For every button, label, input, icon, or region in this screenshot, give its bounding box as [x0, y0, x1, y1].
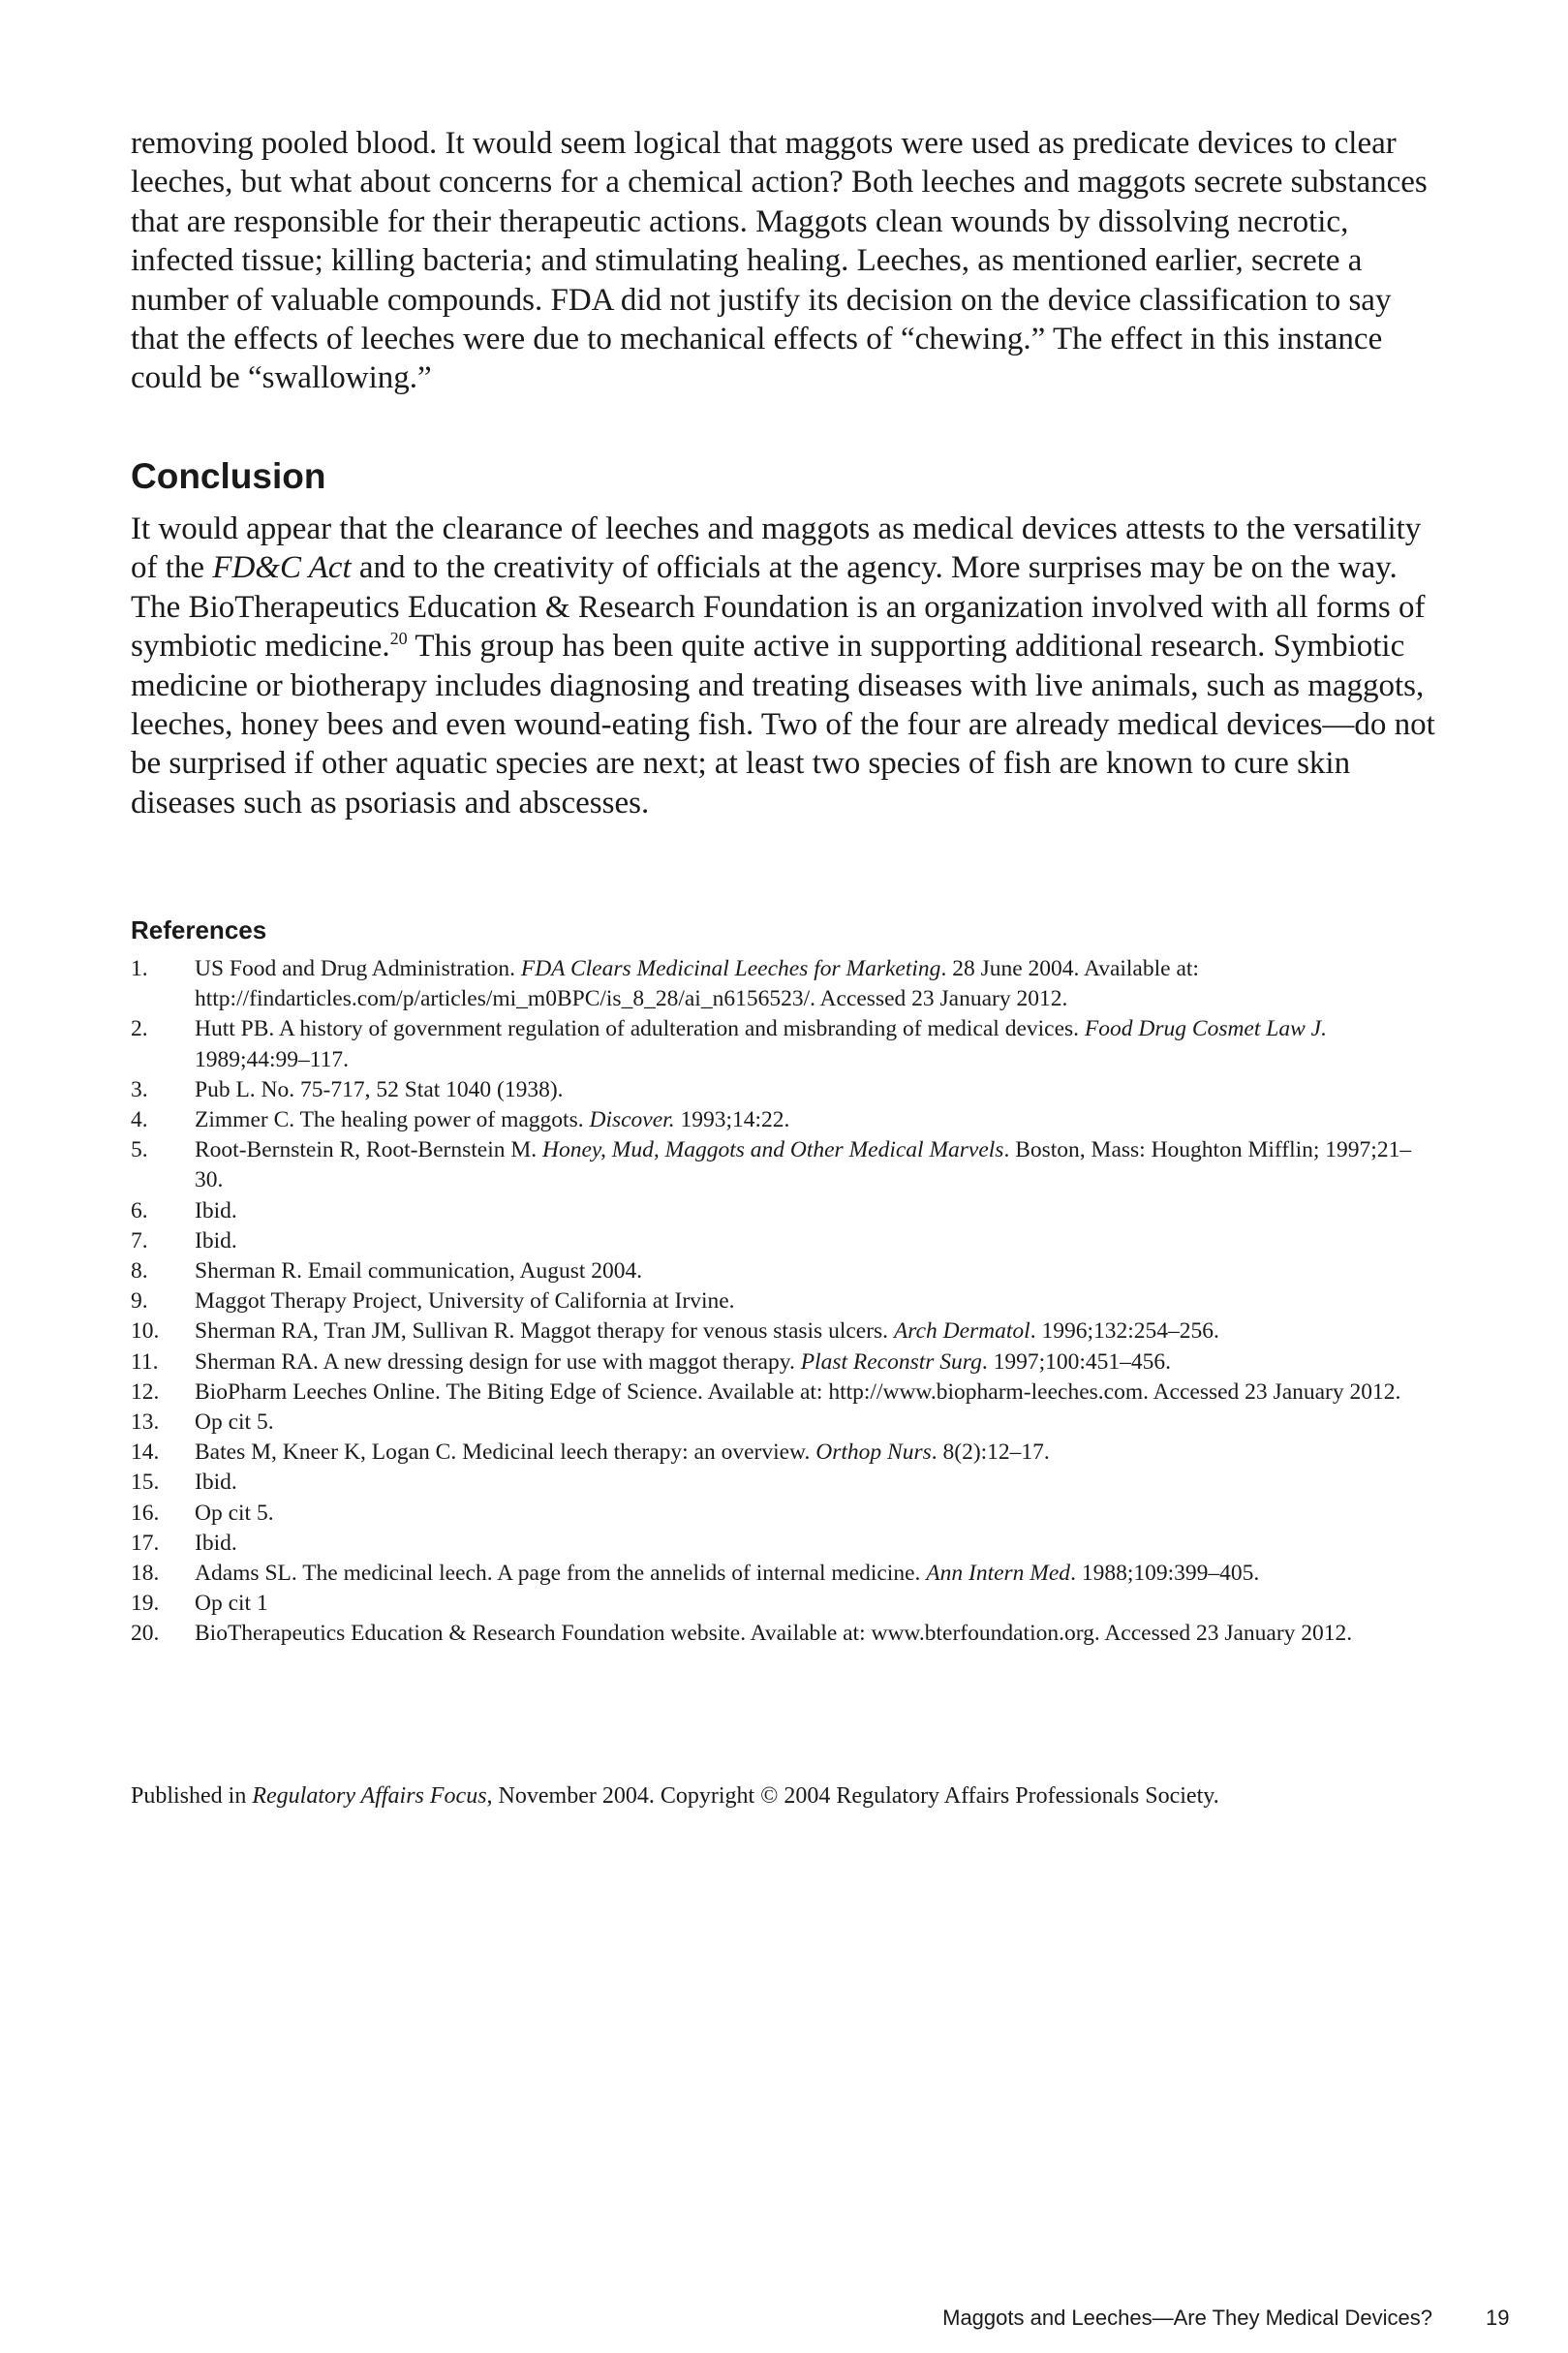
reference-item [131, 1316, 1438, 1347]
reference-details: . 1988;109:399–405. [1070, 1561, 1260, 1587]
reference-text: Sherman RA. A new dressing design for use with maggot therapy. [195, 1348, 801, 1375]
reference-item [131, 1196, 1438, 1226]
fdc-act-italic: FD&C Act [212, 550, 352, 586]
reference-text: Hutt PB. A history of government regulation of adulteration and misbranding of medical devices. [195, 1016, 1085, 1042]
reference-item [131, 1619, 1438, 1649]
reference-number: 9. [131, 1288, 148, 1315]
reference-text: Pub L. No. 75-717, 52 Stat 1040 (1938). [195, 1076, 564, 1102]
reference-number: 15. [131, 1470, 160, 1496]
reference-source: FDA Clears Medicinal Leeches for Marketing [520, 956, 941, 981]
reference-item [131, 954, 1438, 1014]
reference-details: 1993;14:22. [674, 1107, 790, 1133]
reference-number: 19. [131, 1591, 160, 1617]
reference-text: BioTherapeutics Education & Research Foundation website. Available at: www.bterfoundation.org. Accessed 23 January 2012. [195, 1621, 1353, 1647]
reference-item [131, 1347, 1438, 1378]
reference-text: Op cit 5. [195, 1500, 274, 1526]
reference-item [131, 1378, 1438, 1408]
reference-source: Orthop Nurs [815, 1440, 932, 1466]
references-heading: References [131, 915, 267, 944]
reference-item [131, 1499, 1438, 1529]
reference-details: . 1997;100:451–456. [981, 1348, 1172, 1375]
footer-title: Maggots and Leeches—Are They Medical Devices? [942, 2306, 1432, 2330]
reference-number: 17. [131, 1530, 160, 1556]
reference-item [131, 1105, 1438, 1135]
reference-source: Discover. [589, 1107, 675, 1133]
publication-note [131, 1780, 1487, 1811]
reference-item [131, 1438, 1438, 1468]
conclusion-paragraph [131, 510, 1438, 822]
reference-text: Ibid. [195, 1197, 237, 1223]
publication-before: Published in [131, 1783, 253, 1809]
reference-number: 20. [131, 1621, 160, 1647]
reference-number: 3. [131, 1076, 148, 1102]
reference-text: Ibid. [195, 1227, 237, 1254]
reference-item [131, 1286, 1438, 1316]
reference-text: Ibid. [195, 1470, 237, 1496]
reference-source: Ann Intern Med [926, 1561, 1071, 1587]
reference-item [131, 1468, 1438, 1498]
reference-text: Sherman RA, Tran JM, Sullivan R. Maggot therapy for venous stasis ulcers. [195, 1318, 894, 1345]
conclusion-text-1: It would appear that the clearance of leeches and maggots as medical devices attests to the versatility of the [131, 511, 1422, 586]
reference-text: Op cit 5. [195, 1409, 274, 1436]
reference-text: Sherman R. Email communication, August 2004. [195, 1258, 643, 1285]
intro-paragraph: removing pooled blood. It would seem logical that maggots were used as predicate devices to clear leeches, but what about concerns for a chemical action? Both leeches and maggots secrete substances that are responsible for their therapeutic actions. Maggots clean wounds by dissolving necrotic, infected tissue; killing bacteria; and stimulating healing. Leeches, as mentioned earlier, secrete a number of valuable compounds. FDA did not justify its decision on the device classification to say that the effects of leeches were due to mechanical effects of “chewing.” The effect in this instance could be “swallowing.” [131, 126, 1428, 396]
reference-source: Arch Dermatol [893, 1318, 1030, 1345]
reference-number: 8. [131, 1258, 148, 1285]
conclusion-text-3: This group has been quite active in supporting additional research. Symbiotic medicine or biotherapy includes diagnosing and treating diseases with live animals, such as maggots, leeches, honey bees and even wound-eating fish. Two of the four are already medical devices—do not be surprised if other aquatic species are next; at least two species of fish are known to cure skin diseases such as psoriasis and abscesses. [131, 629, 1435, 820]
reference-text: Root-Bernstein R, Root-Bernstein M. [195, 1137, 543, 1163]
reference-text: Op cit 1 [195, 1591, 268, 1617]
reference-source: Food Drug Cosmet Law J. [1084, 1016, 1327, 1042]
reference-text: US Food and Drug Administration. [195, 956, 521, 981]
reference-details: . 1996;132:254–256. [1030, 1318, 1219, 1345]
publication-journal: Regulatory Affairs Focus [252, 1783, 487, 1809]
reference-text: Ibid. [195, 1530, 237, 1556]
reference-text: Bates M, Kneer K, Logan C. Medicinal leech therapy: an overview. [195, 1440, 816, 1466]
reference-number: 12. [131, 1378, 160, 1405]
reference-number: 11. [131, 1348, 159, 1375]
reference-item [131, 1529, 1438, 1559]
reference-item [131, 1256, 1438, 1286]
reference-number: 10. [131, 1318, 160, 1345]
reference-details: 1989;44:99–117. [195, 1046, 350, 1072]
reference-number: 16. [131, 1500, 160, 1526]
reference-number: 1. [131, 956, 148, 981]
reference-details: . 8(2):12–17. [931, 1440, 1050, 1466]
reference-text: Zimmer C. The healing power of maggots. [195, 1107, 590, 1133]
conclusion-text-2: and to the creativity of officials at the agency. More surprises may be on the way. The BioTherapeutics Education & Research Foundation is an organization involved with all forms of symbiotic medicine. [131, 550, 1426, 665]
reference-text: Adams SL. The medicinal leech. A page from the annelids of internal medicine. [195, 1561, 927, 1587]
publication-after: , November 2004. Copyright © 2004 Regulatory Affairs Professionals Society. [486, 1783, 1219, 1809]
reference-number: 4. [131, 1107, 148, 1133]
reference-number: 7. [131, 1227, 148, 1254]
reference-number: 5. [131, 1137, 148, 1163]
reference-item [131, 1075, 1438, 1105]
reference-details: . 28 June 2004. Available at: http://findarticles.com/p/articles/mi_m0BPC/is_8_28/ai_n6156523/. Accessed 23 January 2012. [195, 956, 1199, 1012]
reference-item [131, 1226, 1438, 1256]
reference-number: 14. [131, 1440, 160, 1466]
conclusion-heading: Conclusion [131, 456, 326, 496]
reference-item [131, 1014, 1438, 1074]
reference-source: Plast Reconstr Surg [800, 1348, 982, 1375]
reference-number: 18. [131, 1561, 160, 1587]
reference-item [131, 1589, 1438, 1619]
reference-number: 6. [131, 1197, 148, 1223]
reference-item [131, 1135, 1438, 1195]
reference-list [131, 954, 1438, 1650]
reference-item [131, 1559, 1438, 1589]
reference-item [131, 1408, 1438, 1438]
reference-text: BioPharm Leeches Online. The Biting Edge of Science. Available at: http://www.biopharm-leeches.com. Accessed 23 January 2012. [195, 1378, 1401, 1405]
reference-number: 2. [131, 1016, 148, 1042]
footnote-marker: 20 [389, 629, 408, 649]
page-number: 19 [1486, 2306, 1510, 2330]
reference-source: Honey, Mud, Maggots and Other Medical Marvels [542, 1137, 1004, 1163]
reference-text: Maggot Therapy Project, University of California at Irvine. [195, 1288, 735, 1315]
reference-number: 13. [131, 1409, 160, 1436]
reference-details: . Boston, Mass: Houghton Mifflin; 1997;21–30. [195, 1137, 1412, 1193]
